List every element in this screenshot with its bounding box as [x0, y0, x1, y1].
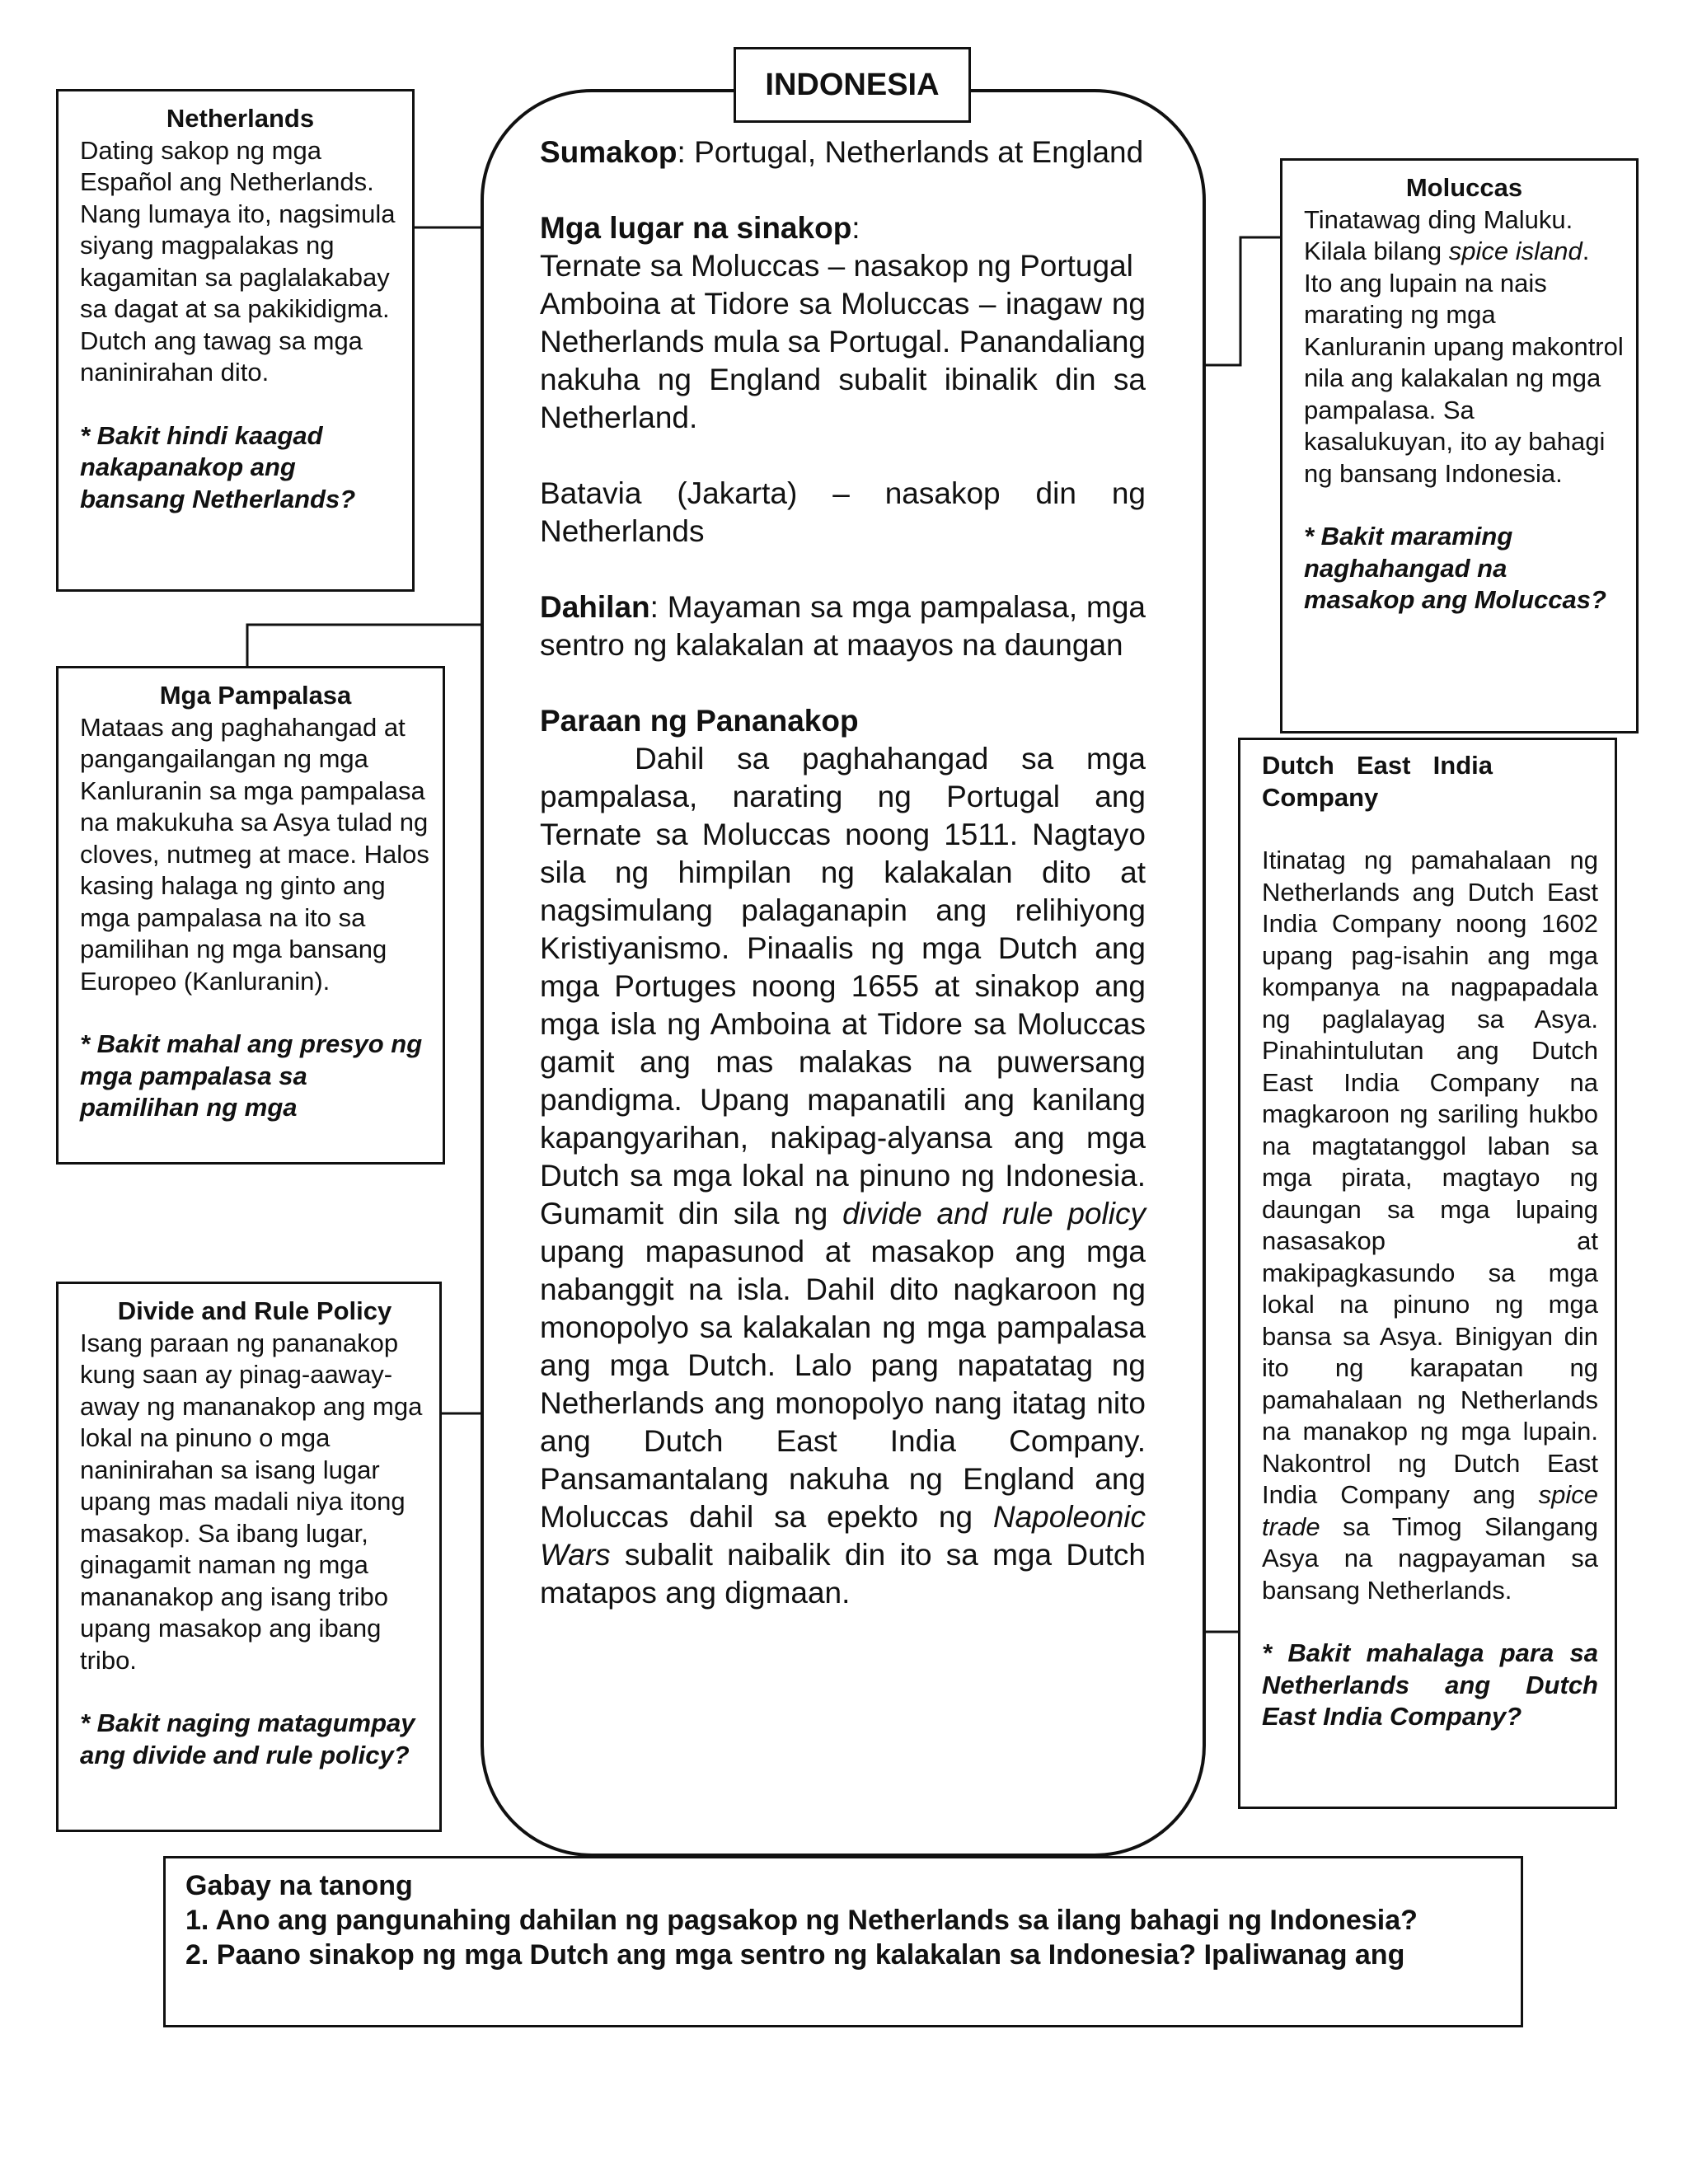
divide-rule-question: * Bakit naging matagumpay ang divide and rule policy? — [80, 1708, 415, 1769]
paraan-heading: Paraan ng Pananakop — [540, 704, 859, 738]
lugar-item-amboina: Amboina at Tidore sa Moluccas – inagaw ng Netherlands mula sa Portugal. Panandaliang nakuha ng England subalit ibinalik din sa Netherland. — [540, 287, 1146, 434]
dutch-east-india-box — [1238, 738, 1617, 1809]
pampalasa-title: Mga Pampalasa — [159, 681, 352, 710]
guide-question-2: 2. Paano sinakop ng mga Dutch ang mga sentro ng kalakalan sa Indonesia? Ipaliwanag ang — [185, 1939, 1405, 1971]
dahilan-line — [540, 588, 1146, 664]
dutch-body: Itinatag ng pamahalaan ng Netherlands ang Dutch East India Company noong 1602 upang pag-isahin ang mga kompanya na nagpapadala ng paglalayag sa Asya. Pinahintulutan ang Dutch East India Company na magkaroon ng sariling hukbo na magtatanggol laban sa mga pirata, magtayo ng daungan sa mga lupaing nasasakop at makipagkasundo sa mga lokal na pinuno ng mga bansa sa Asya. Binigyan din ito ng karapatan ng pamahalaan ng Netherlands na manakop ng mga lupain. Nakontrol ng Dutch East India Company ang spice trade sa Timog Silangang Asya na nagpayaman sa bansang Netherlands. — [1262, 846, 1598, 1605]
sumakop-line — [540, 134, 1146, 171]
dahilan-text: : Mayaman sa mga pampalasa, mga sentro ng kalakalan at maayos na daungan — [540, 590, 1146, 662]
moluccas-box — [1280, 158, 1639, 733]
netherlands-title: Netherlands — [166, 104, 315, 133]
guide-title: Gabay na tanong — [185, 1870, 413, 1901]
indonesia-content — [540, 134, 1146, 1612]
moluccas-title: Moluccas — [1405, 173, 1523, 202]
dutch-question: * Bakit mahalaga para sa Netherlands ang Dutch East India Company? — [1262, 1638, 1598, 1731]
netherlands-box — [56, 89, 415, 592]
pampalasa-body: Mataas ang paghahangad at pangangailangan ng mga Kanluranin sa mga pampalasa na makukuha sa Asya tulad ng cloves, nutmeg at mace. Halos kasing halaga ng ginto ang mga pampalasa na ito sa pamilihan ng mga bansang Europeo (Kanluranin). — [80, 712, 429, 996]
lugar-label: Mga lugar na sinakop — [540, 211, 852, 245]
lugar-heading — [540, 209, 1146, 247]
lugar-item-ternate: Ternate sa Moluccas – nasakop ng Portugal — [540, 249, 1133, 283]
divide-rule-box — [56, 1282, 442, 1832]
dutch-title: Dutch East India Company — [1262, 751, 1493, 812]
guide-questions-box — [163, 1856, 1523, 2027]
moluccas-question: * Bakit maraming naghahangad na masakop ang Moluccas? — [1304, 522, 1606, 614]
guide-question-1: 1. Ano ang pangunahing dahilan ng pagsakop ng Netherlands sa ilang bahagi ng Indonesia? — [185, 1905, 1418, 1936]
indonesia-title: INDONESIA — [734, 47, 971, 123]
sumakop-text: : Portugal, Netherlands at England — [677, 135, 1144, 169]
lugar-item-batavia: Batavia (Jakarta) – nasakop din ng Netherlands — [540, 476, 1146, 548]
netherlands-body: Dating sakop ng mga Español ang Netherlands. Nang lumaya ito, nagsimula siyang magpalakas ng kagamitan sa paglalakabay sa dagat at sa pakikidigma. Dutch ang tawag sa mga naninirahan dito. — [80, 135, 396, 387]
sumakop-label: Sumakop — [540, 135, 678, 169]
lugar-colon: : — [851, 211, 860, 245]
paraan-paragraph: Dahil sa paghahangad sa mga pampalasa, narating ng Portugal ang Ternate sa Moluccas noong 1511. Nagtayo sila ng himpilan ng kalakalan dito at nagsimulang palaganapin ang relihiyong Kristiyanismo. Pinaalis ng mga Dutch ang mga Portuges noong 1655 at sinakop ang mga isla ng Amboina at Tidore sa Moluccas gamit ang mas malakas na puwersang pandigma. Upang mapanatili ang kanilang kapangyarihan, nakipag-alyansa ang mga Dutch sa mga lokal na pinuno ng Indonesia. Gumamit din sila ng divide and rule policy upang mapasunod at masakop ang mga nabanggit na isla. Dahil dito nagkaroon ng monopolyo sa kalakalan ng mga pampalasa ang mga Dutch. Lalo pang napatatag ng Netherlands ang monopolyo nang itatag nito ang Dutch East India Company. Pansamantalang nakuha ng England ang Moluccas dahil sa epekto ng Napoleonic Wars subalit naibalik din ito sa mga Dutch matapos ang digmaan. — [540, 742, 1146, 1610]
moluccas-body: Tinatawag ding Maluku. Kilala bilang spice island. Ito ang lupain na nais marating ng mga Kanluranin upang makontrol nila ang kalakalan ng mga pampalasa. Sa kasalukuyan, ito ay bahagi ng bansang Indonesia. — [1304, 204, 1624, 488]
pampalasa-question: * Bakit mahal ang presyo ng mga pampalasa sa pamilihan ng mga — [80, 1029, 423, 1122]
dahilan-label: Dahilan — [540, 590, 650, 624]
divide-rule-title: Divide and Rule Policy — [117, 1296, 392, 1325]
netherlands-question: * Bakit hindi kaagad nakapanakop ang bansang Netherlands? — [80, 420, 356, 513]
pampalasa-box — [56, 666, 445, 1165]
divide-rule-body: Isang paraan ng pananakop kung saan ay pinag-aaway-away ng mananakop ang mga lokal na pinuno o mga naninirahan sa isang lugar upang mas madali niya itong masakop. Sa ibang lugar, ginagamit naman ng mga mananakop ang isang tribo upang masakop ang ibang tribo. — [80, 1328, 423, 1675]
